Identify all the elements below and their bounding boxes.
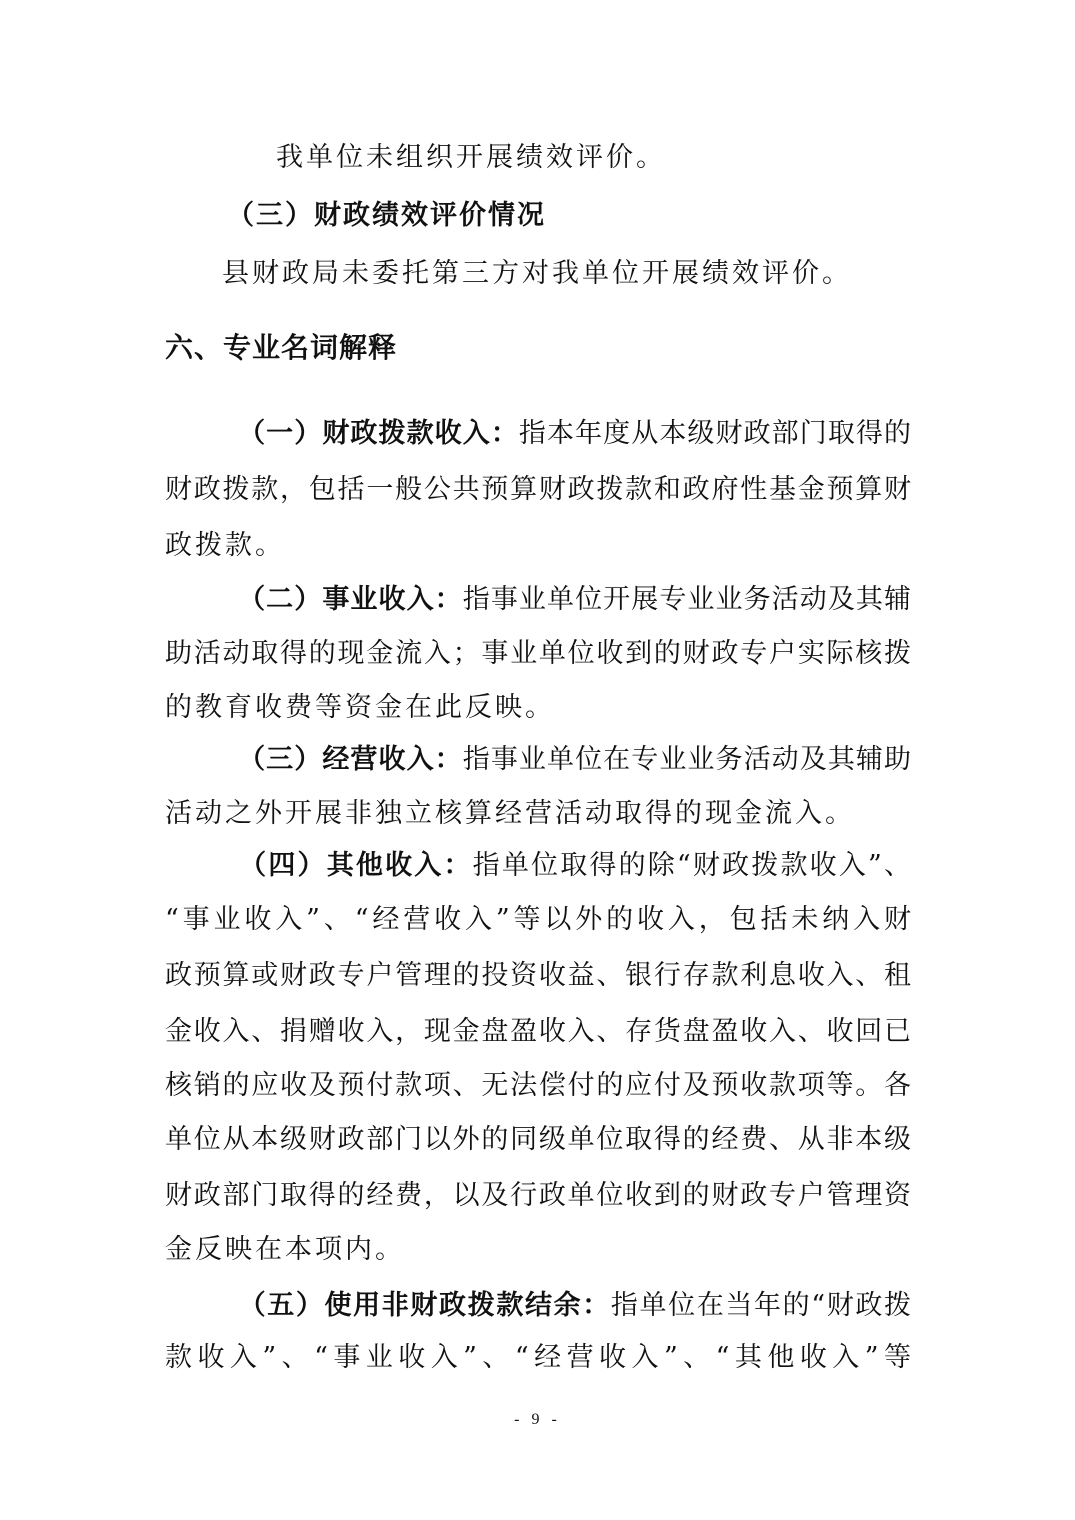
definition-text: 指单位取得的除“财政拨款收入”、 (472, 850, 912, 881)
definition-first-line (165, 846, 911, 886)
definition-first-line (165, 580, 911, 620)
definition-term: （三）经营收入： (237, 744, 463, 775)
definition-term: （四）其他收入： (237, 850, 473, 881)
paragraph-line: 政拨款。 (165, 530, 285, 561)
paragraph-line: 财政部门取得的经费，以及行政单位收到的财政专户管理资 (165, 1180, 911, 1211)
paragraph-line: 活动之外开展非独立核算经营活动取得的现金流入。 (165, 798, 855, 829)
paragraph-line: 金收入、捐赠收入，现金盘盈收入、存货盘盈收入、收回已 (165, 1016, 911, 1047)
subsection-heading: （三）财政绩效评价情况 (227, 200, 546, 231)
paragraph-line: 财政拨款，包括一般公共预算财政拨款和政府性基金预算财 (165, 474, 911, 505)
definition-term: （一）财政拨款收入： (237, 418, 519, 449)
section-heading: 六、专业名词解释 (165, 331, 398, 364)
paragraph-line: 款收入”、“事业收入”、“经营收入”、“其他收入”等 (165, 1342, 911, 1373)
definition-term: （五）使用非财政拨款结余： (237, 1290, 611, 1321)
paragraph-line: 单位从本级财政部门以外的同级单位取得的经费、从非本级 (165, 1124, 911, 1155)
definition-text: 指事业单位开展专业业务活动及其辅 (462, 584, 911, 615)
paragraph-line: 核销的应收及预付款项、无法偿付的应付及预收款项等。各 (165, 1070, 911, 1101)
paragraph-line: 县财政局未委托第三方对我单位开展绩效评价。 (222, 258, 852, 289)
paragraph-line: 助活动取得的现金流入；事业单位收到的财政专户实际核拨 (165, 638, 911, 669)
paragraph-line: 的教育收费等资金在此反映。 (165, 692, 555, 723)
paragraph-line: 我单位未组织开展绩效评价。 (276, 142, 666, 173)
page-number: - 9 - (514, 1411, 561, 1428)
definition-first-line (165, 414, 911, 454)
paragraph-line: 政预算或财政专户管理的投资收益、银行存款利息收入、租 (165, 960, 911, 991)
paragraph-line: 金反映在本项内。 (165, 1234, 405, 1265)
definition-text: 指本年度从本级财政部门取得的 (518, 418, 912, 449)
definition-text: 指单位在当年的“财政拨 (610, 1290, 911, 1321)
definition-text: 指事业单位在专业业务活动及其辅助 (462, 744, 911, 775)
definition-first-line (165, 1286, 911, 1326)
paragraph-line: “事业收入”、“经营收入”等以外的收入，包括未纳入财 (165, 904, 911, 935)
definition-first-line (165, 740, 911, 780)
definition-term: （二）事业收入： (237, 584, 463, 615)
